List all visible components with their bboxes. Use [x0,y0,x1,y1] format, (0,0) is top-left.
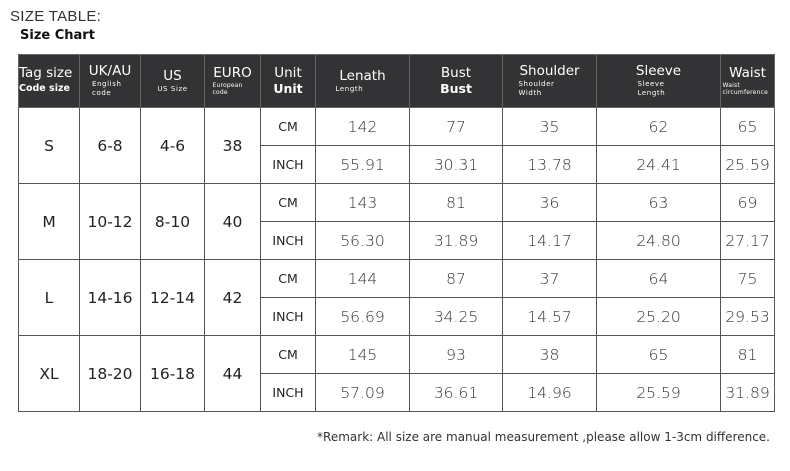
tag-size-cell: XL [19,336,80,412]
shoulder-cell: 38 [503,336,597,374]
waist-cell: 75 [721,260,775,298]
sleeve-cell: 65 [597,336,721,374]
waist-cell: 31.89 [721,374,775,412]
us-size-cell: 4-6 [141,108,205,184]
unit-cell: CM [261,108,316,146]
sleeve-cell: 24.80 [597,222,721,260]
unit-cell: INCH [261,374,316,412]
sleeve-cell: 25.59 [597,374,721,412]
euro-size-cell: 38 [205,108,261,184]
header-shoulder [503,55,597,108]
sleeve-cell: 24.41 [597,146,721,184]
size-table-heading: SIZE TABLE: [10,8,102,25]
header-us-sub: US Size [157,84,188,93]
remark-note: *Remark: All size are manual measurement ,please allow 1-3cm difference. [317,430,770,444]
shoulder-cell: 35 [503,108,597,146]
header-euro [205,55,261,108]
tag-size-cell: L [19,260,80,336]
shoulder-cell: 14.96 [503,374,597,412]
euro-size-cell: 40 [205,184,261,260]
header-tag-size-label: Tag size [19,65,73,81]
tag-size-cell: S [19,108,80,184]
bust-cell: 93 [410,336,503,374]
uk-size-cell: 14-16 [80,260,141,336]
tag-size-cell: M [19,184,80,260]
uk-size-cell: 18-20 [80,336,141,412]
header-sleeve-sub: Sleeve Length [637,80,666,97]
header-waist-sub: Waist circumference [722,82,768,96]
header-euro-sub: European code [212,82,243,96]
waist-cell: 29.53 [721,298,775,336]
length-cell: 143 [316,184,410,222]
table-row [19,108,775,146]
header-sleeve [597,55,721,108]
header-waist [721,55,775,108]
bust-cell: 36.61 [410,374,503,412]
length-cell: 57.09 [316,374,410,412]
header-length-sub: Length [335,84,364,93]
unit-cell: INCH [261,222,316,260]
shoulder-cell: 37 [503,260,597,298]
shoulder-cell: 36 [503,184,597,222]
header-length [316,55,410,108]
length-cell: 55.91 [316,146,410,184]
waist-cell: 69 [721,184,775,222]
waist-cell: 81 [721,336,775,374]
size-chart-table [18,54,775,412]
header-waist-label: Waist [729,65,766,81]
bust-cell: 31.89 [410,222,503,260]
header-shoulder-label: Shoulder [519,63,580,79]
shoulder-cell: 14.17 [503,222,597,260]
header-bust-label: Bust [440,65,472,81]
table-row [19,260,775,298]
header-uk-au [80,55,141,108]
bust-cell: 34.25 [410,298,503,336]
header-shoulder-sub: Shoulder Width [518,80,555,97]
waist-cell: 27.17 [721,222,775,260]
unit-cell: INCH [261,298,316,336]
euro-size-cell: 44 [205,336,261,412]
header-row [19,55,775,108]
us-size-cell: 12-14 [141,260,205,336]
shoulder-cell: 14.57 [503,298,597,336]
header-us [141,55,205,108]
waist-cell: 25.59 [721,146,775,184]
bust-cell: 77 [410,108,503,146]
sleeve-cell: 25.20 [597,298,721,336]
header-uk-au-label: UK/AU [88,63,132,79]
us-size-cell: 16-18 [141,336,205,412]
header-unit-sub: Unit [273,81,303,96]
header-sleeve-label: Sleeve [635,63,682,79]
us-size-cell: 8-10 [141,184,205,260]
unit-cell: CM [261,336,316,374]
bust-cell: 30.31 [410,146,503,184]
header-length-label: Lenath [339,67,386,84]
sleeve-cell: 62 [597,108,721,146]
length-cell: 56.69 [316,298,410,336]
length-cell: 145 [316,336,410,374]
length-cell: 56.30 [316,222,410,260]
unit-cell: INCH [261,146,316,184]
header-bust-sub: Bust [440,81,472,96]
header-tag-size [19,55,80,108]
length-cell: 144 [316,260,410,298]
header-uk-au-sub: English code [92,80,122,97]
table-row [19,184,775,222]
uk-size-cell: 10-12 [80,184,141,260]
shoulder-cell: 13.78 [503,146,597,184]
bust-cell: 81 [410,184,503,222]
unit-cell: CM [261,260,316,298]
header-euro-label: EURO [213,65,252,81]
header-unit [261,55,316,108]
euro-size-cell: 42 [205,260,261,336]
sleeve-cell: 63 [597,184,721,222]
size-chart-title: Size Chart [20,28,95,43]
waist-cell: 65 [721,108,775,146]
length-cell: 142 [316,108,410,146]
uk-size-cell: 6-8 [80,108,141,184]
header-code-size-label: Code size [19,83,70,94]
header-unit-label: Unit [274,65,302,81]
sleeve-cell: 64 [597,260,721,298]
header-bust [410,55,503,108]
table-row [19,336,775,374]
header-us-label: US [163,67,182,84]
bust-cell: 87 [410,260,503,298]
unit-cell: CM [261,184,316,222]
